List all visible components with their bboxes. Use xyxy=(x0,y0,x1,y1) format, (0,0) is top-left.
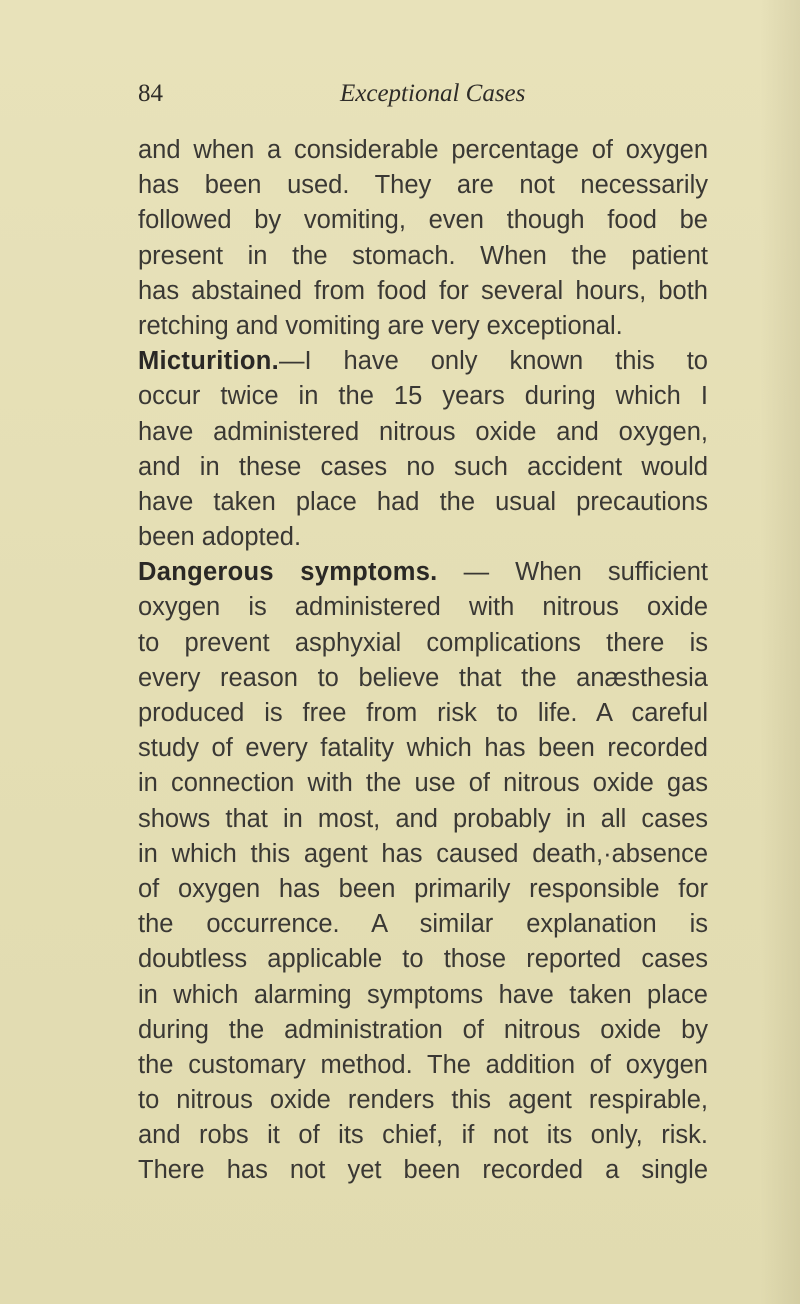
text-line: followed by vomiting, even though food be xyxy=(138,206,708,235)
text-line: in which alarming symptoms have taken place xyxy=(138,980,708,1009)
text-line-rest: —I have only known this to xyxy=(279,347,708,376)
text-line: to prevent asphyxial complications there is xyxy=(138,628,708,657)
text-line: study of every fatality which has been recorded xyxy=(138,734,708,763)
page-number: 84 xyxy=(138,80,163,107)
text-line: There has not yet been recorded a single xyxy=(138,1156,708,1185)
text-line: present in the stomach. When the patient xyxy=(138,241,708,270)
text-line-with-heading xyxy=(138,555,708,590)
text-line: occur twice in the 15 years during which I xyxy=(138,382,708,411)
text-line: has abstained from food for several hours, both xyxy=(138,276,708,305)
text-line: to nitrous oxide renders this agent respirable, xyxy=(138,1086,708,1115)
section-heading-dangerous-symptoms: Dangerous symptoms. xyxy=(138,558,438,587)
section-heading-micturition: Micturition. xyxy=(138,347,279,376)
page-edge-shadow xyxy=(760,0,800,1304)
running-head: Exceptional Cases xyxy=(340,80,526,107)
text-line: have taken place had the usual precautions xyxy=(138,487,708,516)
text-line: shows that in most, and probably in all cases xyxy=(138,804,708,833)
text-line: in connection with the use of nitrous oxide gas xyxy=(138,769,708,798)
text-line: has been used. They are not necessarily xyxy=(138,171,708,200)
text-line: every reason to believe that the anæsthesia xyxy=(138,663,708,692)
text-line: of oxygen has been primarily responsible for xyxy=(138,874,708,903)
text-line: oxygen is administered with nitrous oxide xyxy=(138,593,708,622)
page-header xyxy=(138,80,708,120)
text-line: been adopted. xyxy=(138,523,302,552)
text-line: and in these cases no such accident would xyxy=(138,452,708,481)
text-line: doubtless applicable to those reported cases xyxy=(138,945,708,974)
text-line: the customary method. The addition of oxygen xyxy=(138,1050,708,1079)
body-text xyxy=(138,133,708,1189)
text-line: have administered nitrous oxide and oxygen, xyxy=(138,417,708,446)
text-line: produced is free from risk to life. A careful xyxy=(138,699,708,727)
text-line: and when a considerable percentage of oxygen xyxy=(138,136,708,164)
text-line: the occurrence. A similar explanation is xyxy=(138,910,708,939)
text-line-rest: — When sufficient xyxy=(437,558,708,587)
text-line: and robs it of its chief, if not its only, risk. xyxy=(138,1121,708,1150)
text-line: retching and vomiting are very exceptional. xyxy=(138,311,623,340)
text-line: during the administration of nitrous oxide by xyxy=(138,1015,708,1044)
text-line: in which this agent has caused death,·absence xyxy=(138,839,708,868)
text-line-with-heading xyxy=(138,344,708,379)
